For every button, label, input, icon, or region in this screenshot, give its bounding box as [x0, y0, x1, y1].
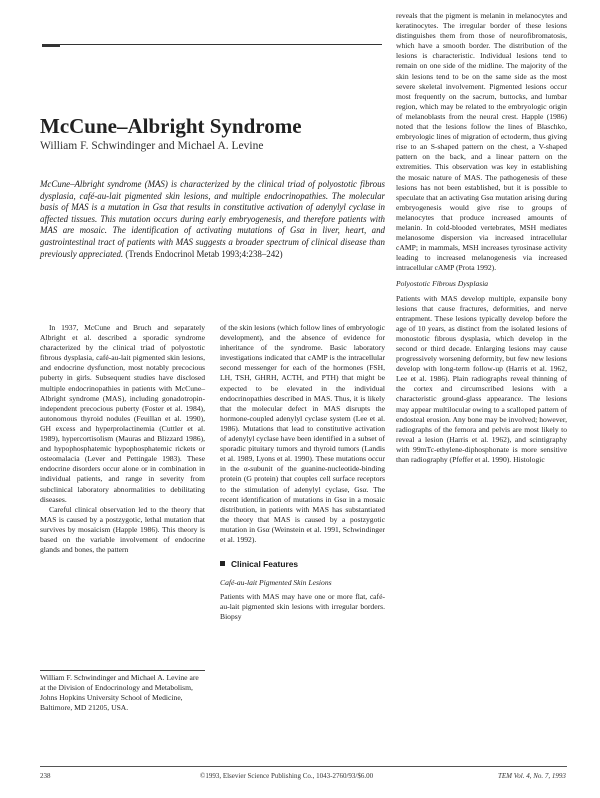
paragraph: Careful clinical observation led to the theory that MAS is caused by a postzygotic, lethal mutation that survives by mosaicism (Happle 1986). This theory is based on the variable involvement of endocrine glands and bones, the pattern [40, 504, 205, 555]
paragraph: of the skin lesions (which follow lines of embryologic development), and the absence of evidence for inheritance of the syndrome. Basic laboratory investigations indicated that cAMP is the intracellular second messenger for each of the hormones (FSH, LH, TSH, GHRH, ACTH, and PTH) that might be expected to be elevated in the individual endocrinopathies described in MAS. Thus, it is likely that the molecular defect in MAS disrupts the hormone-coupled adenylyl cyclase system (Lee et al. 1986). Mutations that lead to constitutive activation of adenylyl cyclase have been identified in a subset of sporadic pituitary tumors and thyroid tumors (Landis et al. 1989, Lyons et al. 1990). These mutations occur in the α-subunit of the guanine-nucleotide-binding protein (G protein) that couples cell surface receptors to the stimulation of adenylyl cyclase, Gsα. The recent identification of mutations in Gsα in a mosaic distribution, in patients with MAS has substantiated the theory that MAS is caused by a postzygotic mutation in Gsα (Weinstein et al. 1991, Schwindinger et al. 1992). [220, 323, 385, 544]
header-rule [42, 44, 382, 45]
abstract-text: McCune–Albright syndrome (MAS) is characterized by the clinical triad of polyostotic fibrous dysplasia, café-au-lait pigmented skin lesions, and multiple endocrinopathies. The molecular basis of MAS is a mutation in Gsα that results in constitutive activation of adenylyl cyclase in affected tissues. This mutation occurs during early embryogenesis, and therefore patients with MAS are mosaic. The identification of activating mutations of Gsα in liver, heart, and gastrointestinal tract of patients with MAS suggests a broader spectrum of clinical disease than previously appreciated. [40, 179, 385, 259]
column-right [396, 11, 567, 465]
affiliation-rule [40, 670, 205, 671]
abstract [40, 179, 385, 260]
abstract-citation: (Trends Endocrinol Metab 1993;4:238–242) [125, 248, 283, 259]
copyright: ©1993, Elsevier Science Publishing Co., 1043-2760/93/$6.00 [200, 772, 374, 780]
subsection-heading: Polyostotic Fibrous Dysplasia [396, 279, 489, 289]
column-left [40, 323, 205, 555]
paragraph: reveals that the pigment is melanin in melanocytes and keratinocytes. The irregular border of these lesions distinguishes them from those of neurofibromatosis, which have a smooth border. The distribution of the lesions is characteristic. Individual lesions tend to remain on one side of the midline. The majority of the skin lesions tend to be on the same side as the most severe skeletal involvement. Pigmented lesions occur most frequently on the sacrum, buttocks, and lumbar region, which may be related to the embryologic origin of melanoblasts from the neural crest. Happle (1986) noted that the lesions follow the lines of Blaschko, embryologic lines of migration of ectoderm, thus giving rise to an S-shaped pattern on the chest, a V-shaped pattern on the back, and a linear pattern on the extremities. This observation was key in establishing the mosaic nature of MAS. The pathogenesis of these lesions has not been established, but it is possible to speculate that an activating Gsα mutation arising during embryogenesis would give rise to groups of melanocytes that produce increased amounts of melanin. In cold-blooded vertebrates, MSH mediates melanosome dispersion via increased intracellular cAMP; in mammals, MSH increases tyrosinase activity leading to increased melanogenesis via increased intracellular cAMP (Prota 1992). [396, 11, 567, 273]
journal-reference: TEM Vol. 4, No. 7, 1993 [498, 772, 566, 780]
paragraph: Patients with MAS may have one or more flat, café-au-lait pigmented skin lesions with irregular borders. Biopsy [220, 592, 385, 622]
paragraph: Patients with MAS develop multiple, expansile bony lesions that cause fractures, deformities, and nerve entrapment. These lesions typically develop before the age of 10 years, as distinct from the isolated lesions of monostotic fibrous dysplasia, which develop in the second or third decade. Enlarging lesions may cause progressively worsening deformity, but few new lesions develop with long-term follow-up (Harris et al. 1962, Lee et al. 1986). Plain radiographs reveal thinning of the cortex and circumscribed lesions with a characteristic ground-glass appearance. The lesions may appear multilocular owing to a scalloped pattern of endosteal erosion. Any bone may be involved; however, radiographs of the femora and pelvis are most likely to reveal a lesion (Harris et al. 1962), and scintigraphy with 99mTc-ethylene-diphosphonate is more sensitive than radiography (Pfeffer et al. 1990). Histologic [396, 293, 567, 465]
section-bullet-icon [220, 561, 225, 566]
page-number: 238 [40, 772, 51, 780]
subsection-heading: Café-au-lait Pigmented Skin Lesions [220, 578, 332, 588]
article-title: McCune–Albright Syndrome [40, 114, 302, 138]
paragraph: In 1937, McCune and Bruch and separately Albright et al. described a sporadic syndrome characterized by the clinical triad of polyostotic fibrous dysplasia, café-au-lait pigmented skin lesions, and endocrine dysfunction, most notably precocious puberty in girls. Subsequent studies have disclosed multiple endocrinopathies in patients with McCune–Albright syndrome (MAS), including gonadotropin-independent precocious puberty (Foster et al. 1984), autonomous thyroid nodules (Feuillan et al. 1990), GH excess and hyperprolactinemia (Cuttler et al. 1989), hypercortisolism (Mauras and Blizzard 1986), and hypophosphatemic hypophosphatemic rickets or osteomalacia (Lever and Pettingale 1983). These endocrine disorders occur alone or in combination in individual patients, and range in severity from subclinical laboratory abnormalities to debilitating diseases. [40, 323, 205, 504]
section-heading-text: Clinical Features [231, 559, 299, 570]
article-authors: William F. Schwindinger and Michael A. Levine [40, 140, 264, 152]
author-affiliation: William F. Schwindinger and Michael A. Levine are at the Division of Endocrinology and Metabolism, Johns Hopkins University School of Medicine, Baltimore, MD 21205, USA. [40, 673, 199, 713]
column-middle [220, 323, 385, 623]
header-rule-tick [42, 44, 60, 47]
footer-rule [40, 766, 567, 767]
section-heading [220, 559, 385, 569]
